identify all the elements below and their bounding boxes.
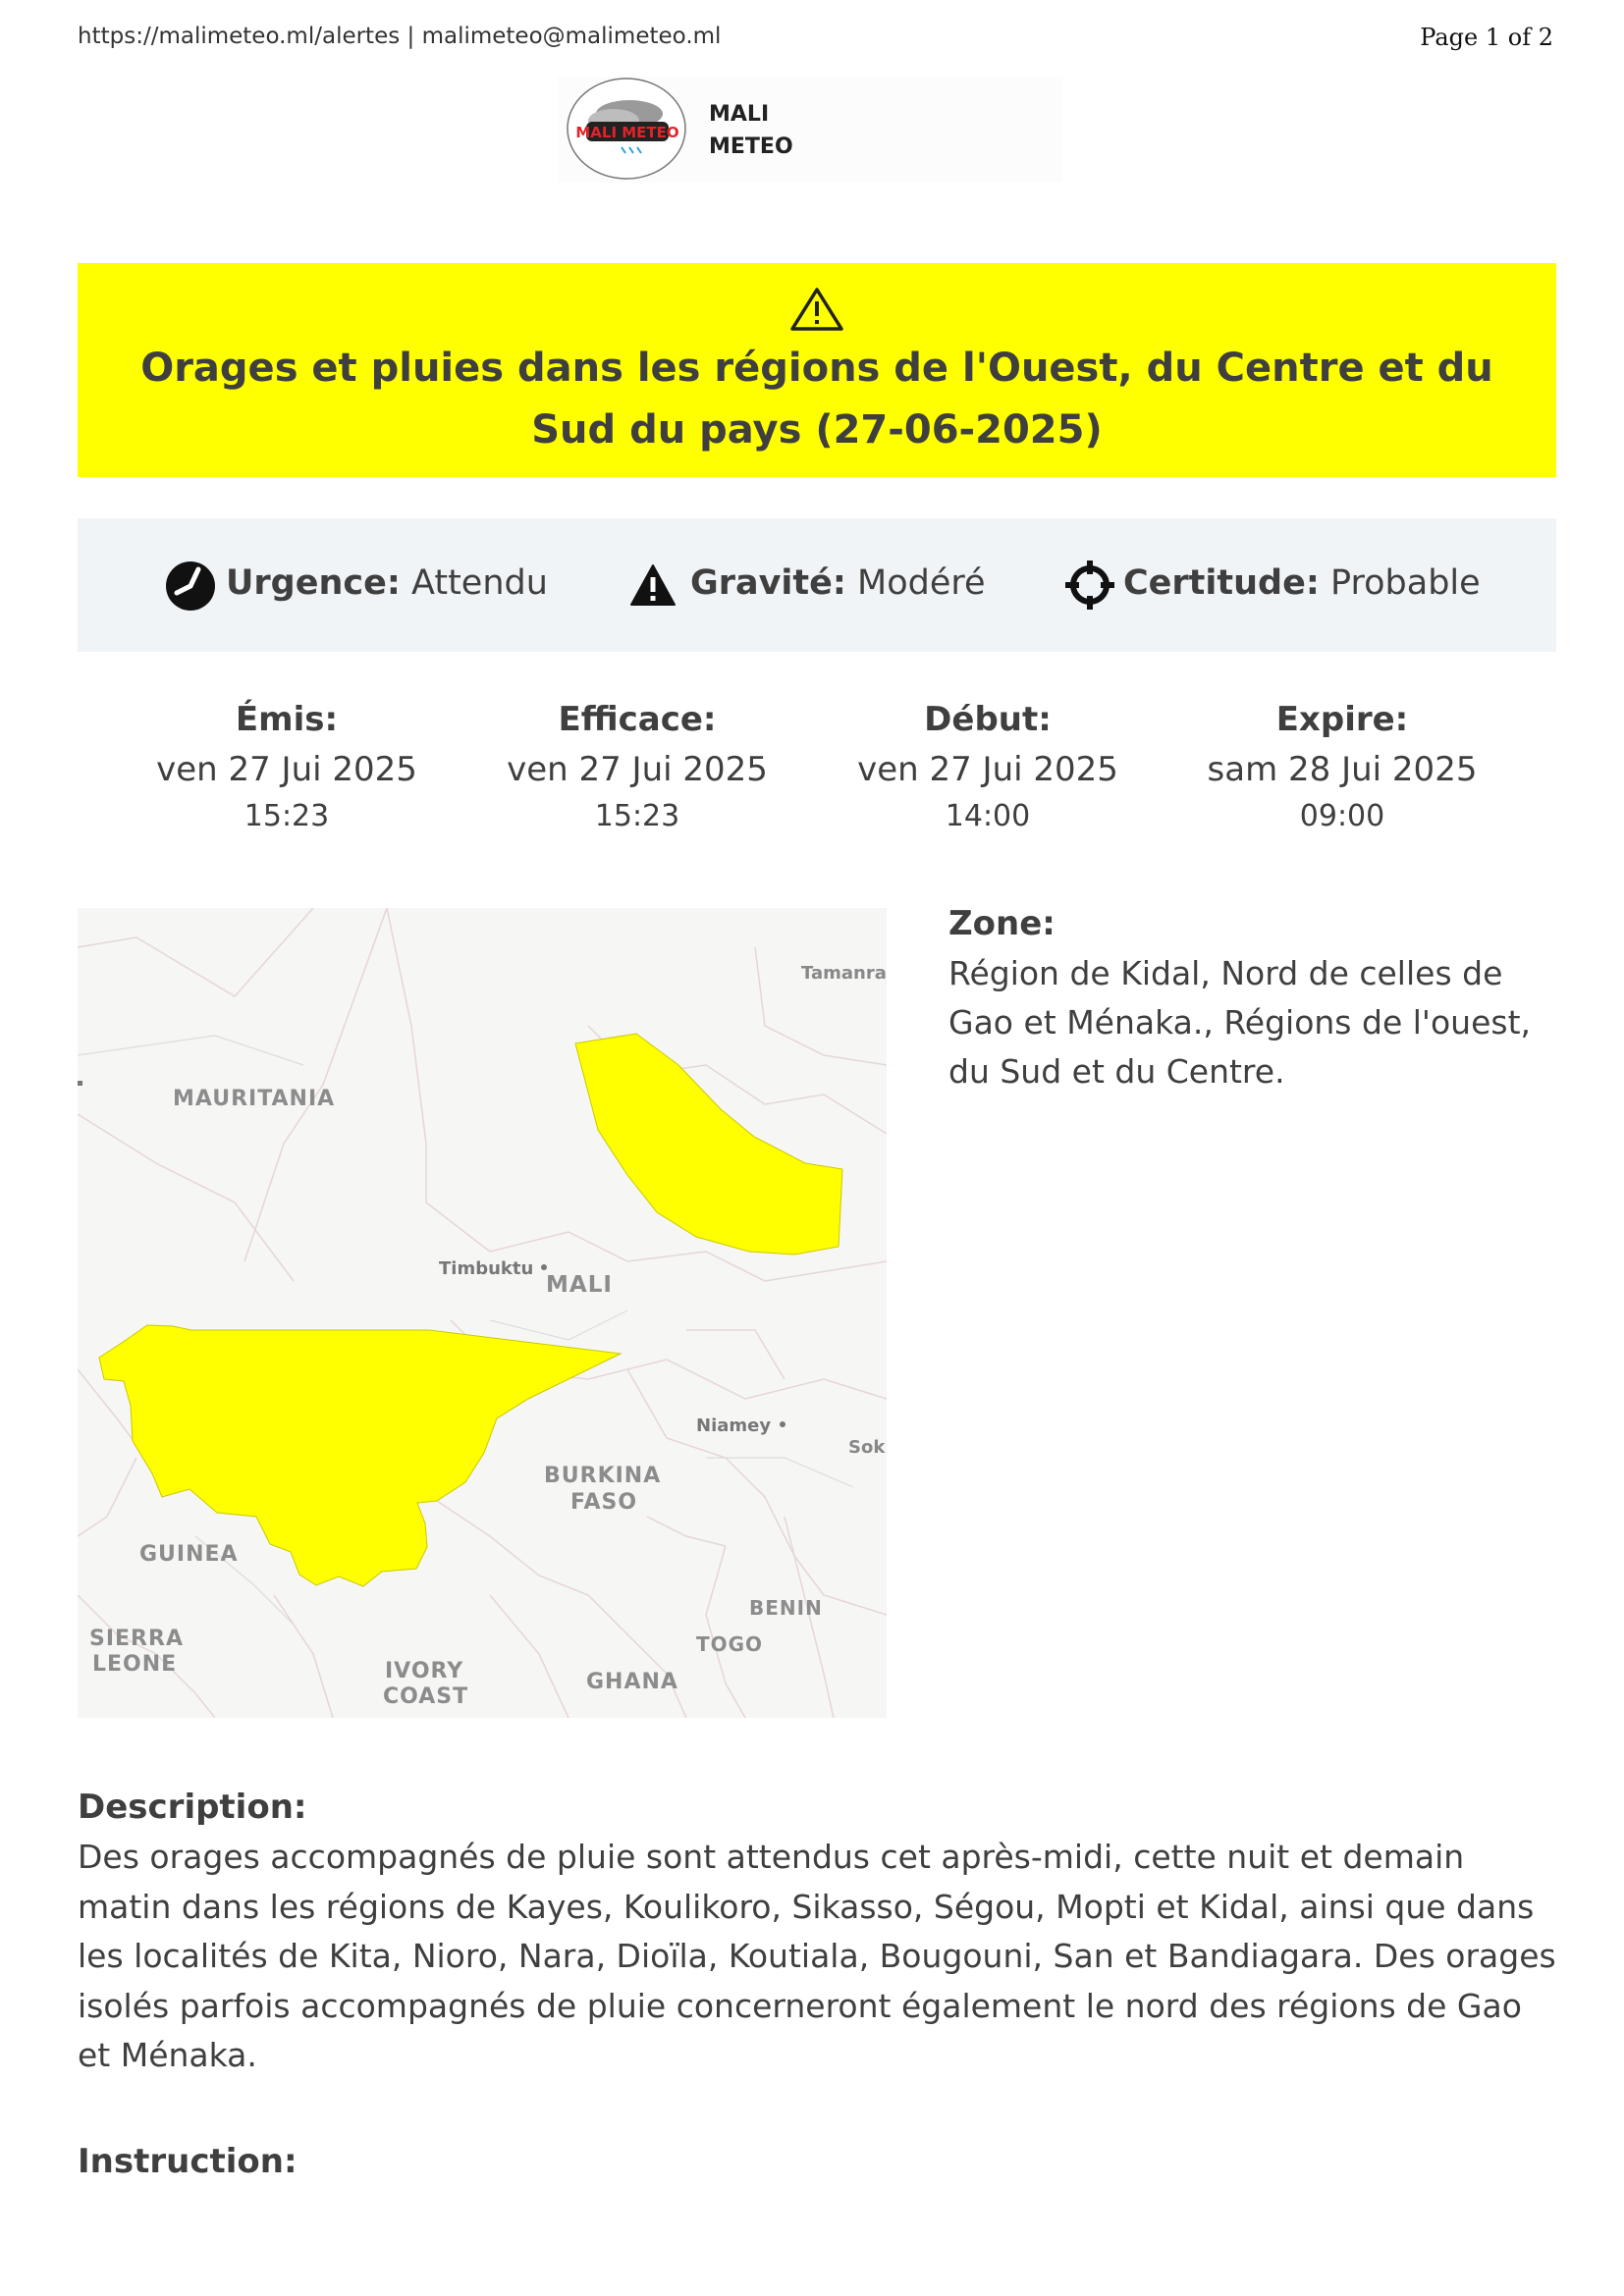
logo-line-2: METEO: [709, 134, 793, 159]
urgency-label: Urgence:: [226, 563, 401, 603]
urgency-value: Attendu: [411, 563, 548, 603]
date-value: sam 28 Jui 2025: [1207, 750, 1478, 789]
map-label-ivory: IVORY: [385, 1659, 464, 1683]
crosshair-icon: [1064, 560, 1115, 611]
date-label: Efficace:: [558, 700, 717, 739]
certainty-value: Probable: [1330, 563, 1481, 603]
zone-label: Zone:: [948, 904, 1056, 943]
map-label-mauritania: MAURITANIA: [173, 1087, 336, 1111]
instruction-label: Instruction:: [78, 2142, 298, 2181]
description-label: Description:: [78, 1788, 307, 1827]
alert-banner: [78, 263, 1556, 477]
map-label-sierra: SIERRA: [89, 1627, 184, 1651]
time-value: 15:23: [594, 799, 680, 833]
zone-text: Région de Kidal, Nord de celles de Gao et Ménaka., Régions de l'ouest, du Sud et du Centre.: [948, 954, 1532, 1091]
description-text: Des orages accompagnés de pluie sont attendus cet après-midi, cette nuit et demain matin dans les régions de Kayes, Koulikoro, Sikasso, Ségou, Mopti et Kidal, ainsi que dans les localités de Kita, Nioro, Nara, Dioïla, Koutiala, Bougouni, San et Bandiagara. Des orages isolés parfois accompagnés de pluie concerneront également le nord des régions de Gao et Ménaka.: [78, 1838, 1556, 2074]
map-label-togo: TOGO: [696, 1632, 764, 1656]
header-url-contact[interactable]: https://malimeteo.ml/alertes | malimeteo@malimeteo.ml: [78, 24, 722, 49]
certainty-label: Certitude:: [1123, 563, 1320, 603]
map-label-sokoto: Sok: [848, 1437, 886, 1458]
date-onset: [821, 694, 1155, 839]
map-label-faso: FASO: [570, 1490, 638, 1515]
date-value: ven 27 Jui 2025: [857, 750, 1118, 789]
time-value: 09:00: [1299, 799, 1385, 833]
date-effective: [470, 694, 804, 839]
logo: [558, 77, 1062, 183]
map-label-mali: MALI: [546, 1272, 613, 1298]
map-label-benin: BENIN: [749, 1596, 823, 1620]
severity-label: Gravité:: [690, 563, 846, 603]
severity-value: Modéré: [857, 563, 986, 603]
alert-map[interactable]: [78, 908, 887, 1718]
map-label-guinea: GUINEA: [139, 1542, 239, 1567]
alert-title: Orages et pluies dans les régions de l'Ouest, du Centre et du Sud du pays (27-06-2025): [140, 346, 1493, 453]
date-value: ven 27 Jui 2025: [156, 750, 417, 789]
page-number: Page 1 of 2: [1420, 24, 1553, 51]
map-label-tamanrasset: Tamanra: [801, 963, 887, 984]
date-value: ven 27 Jui 2025: [507, 750, 768, 789]
map-label-burkina: BURKINA: [544, 1464, 662, 1488]
map-label-timbuktu: Timbuktu: [439, 1258, 534, 1279]
date-label: Expire:: [1275, 700, 1409, 739]
time-value: 14:00: [945, 799, 1031, 833]
logo-line-1: MALI: [709, 102, 770, 127]
zone-section: [948, 898, 1557, 1096]
date-label: Début:: [924, 700, 1052, 739]
date-expires: [1175, 694, 1509, 839]
map-label-coast: COAST: [383, 1684, 469, 1709]
clock-icon: [165, 561, 216, 612]
description-section: [78, 1782, 1560, 2081]
warning-icon: [789, 287, 844, 332]
warning-icon: [629, 563, 677, 607]
map-label-leone: LEONE: [92, 1652, 178, 1677]
alert-properties: [78, 518, 1556, 652]
date-issued: [120, 694, 454, 839]
svg-text:MALI METEO: MALI METEO: [575, 124, 679, 141]
time-value: 15:23: [244, 799, 330, 833]
date-label: Émis:: [235, 700, 339, 739]
map-label-niamey: Niamey: [696, 1415, 772, 1436]
mali-meteo-logo-icon: [565, 77, 692, 183]
map-label-ghana: GHANA: [586, 1670, 678, 1694]
